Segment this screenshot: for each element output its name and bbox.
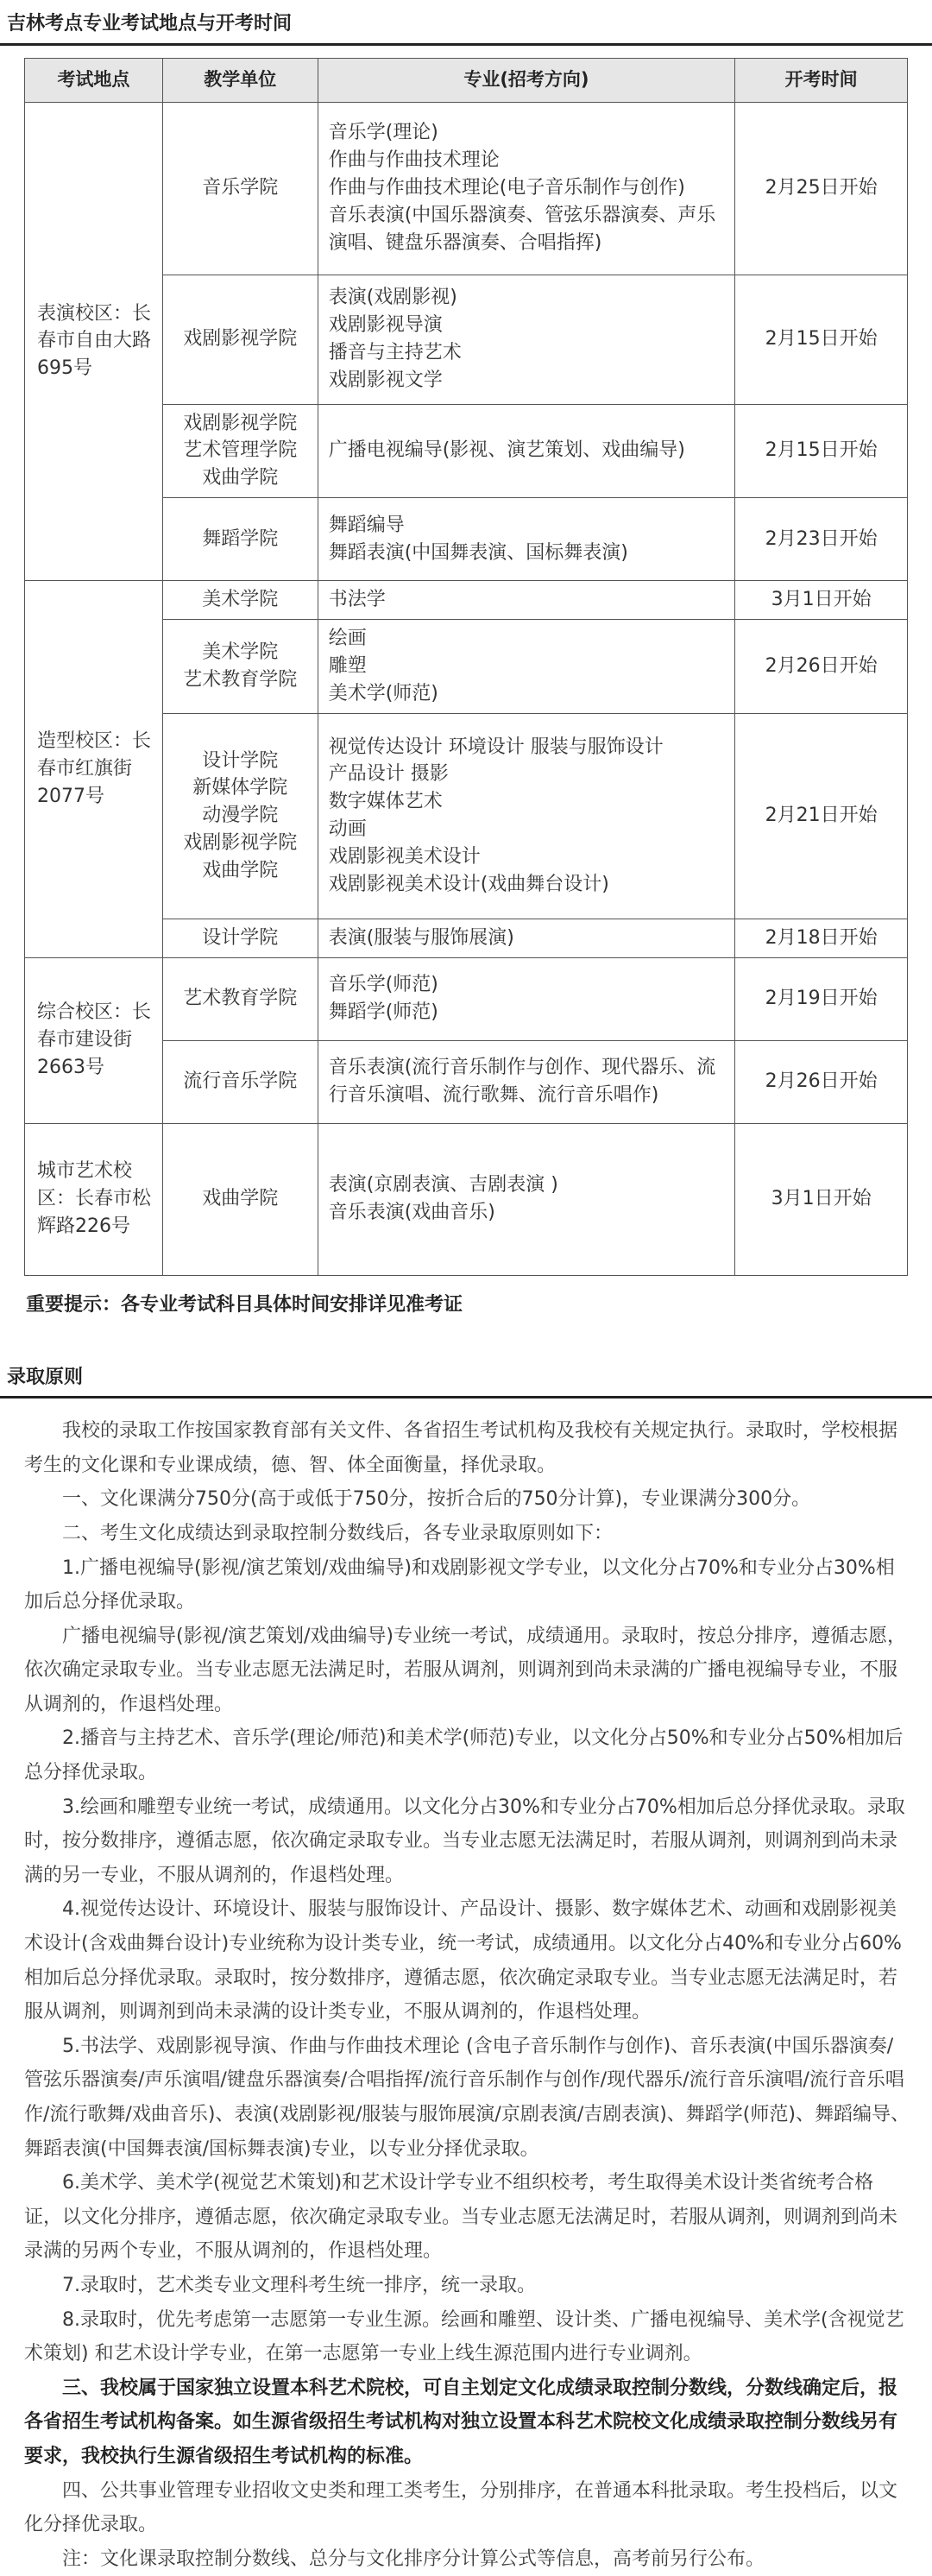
unit-cell <box>162 498 318 581</box>
unit-name: 戏曲学院 <box>202 1188 279 1210</box>
unit-name: 流行音乐学院 <box>183 1070 298 1093</box>
important-tip: 重要提示：各专业考试科目具体时间安排详见准考证 <box>26 1293 463 1316</box>
major-name: 动画 <box>328 818 367 841</box>
unit-name: 戏曲学院 <box>202 860 279 882</box>
unit-name: 艺术教育学院 <box>183 668 298 691</box>
major-cell <box>318 919 734 957</box>
admission-paragraph: 一、文化课满分750分(高于或低于750分，按折合后的750分计算)，专业课满分300分。 <box>62 1488 811 1511</box>
major-cell <box>318 1040 734 1123</box>
major-name: 表演(服装与服饰展演) <box>328 926 514 949</box>
admission-paragraph: 8.录取时，优先考虑第一志愿第一专业生源。绘画和雕塑、设计类、广播电视编导、美术学(含视觉艺术策划) 和艺术设计学专业，在第一志愿第一专业上线生源范围内进行专业调剂。 <box>24 2308 904 2365</box>
admission-title: 录取原则 <box>0 1357 932 1399</box>
major-name: 数字媒体艺术 <box>328 791 443 813</box>
admission-paragraph: 四、公共事业管理专业招收文史类和理工类考生，分别排序，在普通本科批录取。考生投档后，以文化分择优录取。 <box>24 2479 898 2536</box>
unit-name: 音乐学院 <box>202 177 279 199</box>
major-name: 音乐学(理论) <box>328 122 438 144</box>
start-time-cell: 2月23日开始 <box>735 498 908 581</box>
major-cell <box>318 620 734 714</box>
major-name: 表演(京剧表演、吉剧表演 ) <box>328 1174 558 1196</box>
unit-cell <box>162 1123 318 1275</box>
major-name: 舞蹈学(师范) <box>328 1001 438 1024</box>
major-name: 舞蹈编导 <box>328 514 405 536</box>
column-header-unit: 教学单位 <box>162 58 318 102</box>
major-name: 美术学(师范) <box>328 682 438 704</box>
major-name: 作曲与作曲技术理论 <box>328 149 500 172</box>
major-name: 雕塑 <box>328 654 367 677</box>
admission-body <box>0 1402 932 2576</box>
unit-cell <box>162 713 318 919</box>
admission-paragraph: 5.书法学、戏剧影视导演、作曲与作曲技术理论 (含电子音乐制作与创作)、音乐表演(中国乐器演奏/管弦乐器演奏/声乐演唱/键盘乐器演奏/合唱指挥/流行音乐制作与创作/现代器乐/流行音乐演唱/流行音乐唱作/流行歌舞/戏曲音乐)、表演(戏剧影视/服装与服饰展演/京剧表演/吉剧表演)、舞蹈学(师范)、舞蹈编导、舞蹈表演(中国舞表演/国标舞表演)专业，以专业分择优录取。 <box>24 2035 910 2160</box>
major-name: 书法学 <box>328 589 386 611</box>
admission-paragraph: 1.广播电视编导(影视/演艺策划/戏曲编导)和戏剧影视文学专业，以文化分占70%和专业分占30%相加后总分择优录取。 <box>24 1556 895 1613</box>
major-cell <box>318 404 734 498</box>
unit-cell <box>162 919 318 957</box>
table-row <box>25 1123 908 1275</box>
column-header-location: 考试地点 <box>25 58 163 102</box>
major-name: 戏剧影视文学 <box>328 369 443 391</box>
major-name: 舞蹈表演(中国舞表演、国标舞表演) <box>328 541 628 564</box>
start-time-cell: 2月19日开始 <box>735 957 908 1040</box>
major-cell <box>318 1123 734 1275</box>
start-time-cell: 3月1日开始 <box>735 1123 908 1275</box>
major-name: 戏剧影视美术设计 <box>328 846 481 868</box>
unit-cell <box>162 275 318 404</box>
exam-schedule-table <box>24 58 908 1276</box>
unit-name: 戏曲学院 <box>202 467 279 489</box>
start-time-cell: 2月26日开始 <box>735 620 908 714</box>
unit-cell <box>162 957 318 1040</box>
campus-cell: 城市艺术校区：长春市松辉路226号 <box>25 1123 163 1275</box>
column-header-time: 开考时间 <box>735 58 908 102</box>
start-time-cell: 2月15日开始 <box>735 275 908 404</box>
major-name: 广播电视编导(影视、演艺策划、戏曲编导) <box>328 439 685 462</box>
start-time-cell: 2月26日开始 <box>735 1040 908 1123</box>
table-row <box>25 581 908 620</box>
admission-paragraph: 7.录取时，艺术类专业文理科考生统一排序，统一录取。 <box>62 2274 536 2296</box>
major-name: 表演(戏剧影视) <box>328 287 457 309</box>
major-name: 音乐表演(流行音乐制作与创作、现代器乐、流行音乐演唱、流行歌舞、流行音乐唱作) <box>328 1057 716 1107</box>
admission-paragraph: 注：文化课录取控制分数线、总分与文化排序分计算公式等信息，高考前另行公布。 <box>62 2548 765 2570</box>
campus-cell: 表演校区：长春市自由大路695号 <box>25 102 163 581</box>
campus-cell: 造型校区：长春市红旗街2077号 <box>25 581 163 957</box>
unit-cell <box>162 404 318 498</box>
start-time-cell: 2月21日开始 <box>735 713 908 919</box>
major-name: 播音与主持艺术 <box>328 342 462 363</box>
major-name: 视觉传达设计 环境设计 服装与服饰设计 <box>328 736 664 758</box>
start-time-cell: 2月15日开始 <box>735 404 908 498</box>
table-row <box>25 957 908 1040</box>
unit-cell <box>162 102 318 275</box>
admission-paragraph: 3.绘画和雕塑专业统一考试，成绩通用。以文化分占30%和专业分占70%相加后总分择优录取。录取时，按分数排序，遵循志愿，依次确定录取专业。当专业志愿无法满足时，若服从调剂，则调剂到尚未录满的另一专业，不服从调剂的，作退档处理。 <box>24 1796 905 1886</box>
campus-cell: 综合校区：长春市建设街2663号 <box>25 957 163 1123</box>
admission-paragraph: 2.播音与主持艺术、音乐学(理论/师范)和美术学(师范)专业，以文化分占50%和专业分占50%相加后总分择优录取。 <box>24 1727 904 1784</box>
admission-paragraph: 三、我校属于国家独立设置本科艺术院校，可自主划定文化成绩录取控制分数线，分数线确定后，报各省招生考试机构备案。如生源省级招生考试机构对独立设置本科艺术院校文化成绩录取控制分数线另有要求，我校执行生源省级招生考试机构的标准。 <box>24 2377 898 2467</box>
major-name: 音乐学(师范) <box>328 974 438 996</box>
major-name: 戏剧影视导演 <box>328 314 443 337</box>
admission-paragraph: 我校的录取工作按国家教育部有关文件、各省招生考试机构及我校有关规定执行。录取时，学校根据考生的文化课和专业课成绩，德、智、体全面衡量，择优录取。 <box>24 1420 898 1476</box>
start-time-cell: 2月25日开始 <box>735 102 908 275</box>
major-cell <box>318 957 734 1040</box>
unit-name: 设计学院 <box>202 926 279 949</box>
major-cell <box>318 102 734 275</box>
start-time-cell: 3月1日开始 <box>735 581 908 620</box>
unit-name: 艺术教育学院 <box>183 988 298 1010</box>
unit-name: 戏剧影视学院 <box>183 328 298 350</box>
unit-cell <box>162 1040 318 1123</box>
major-name: 音乐表演(戏曲音乐) <box>328 1202 495 1224</box>
unit-name: 美术学院 <box>202 589 279 611</box>
major-cell <box>318 581 734 620</box>
major-name: 作曲与作曲技术理论(电子音乐制作与创作) <box>328 177 685 199</box>
unit-name: 设计学院 <box>202 749 279 772</box>
admission-paragraph: 广播电视编导(影视/演艺策划/戏曲编导)专业统一考试，成绩通用。录取时，按总分排序，遵循志愿，依次确定录取专业。当专业志愿无法满足时，若服从调剂，则调剂到尚未录满的广播电视编导专业，不服从调剂的，作退档处理。 <box>24 1625 906 1715</box>
page <box>0 3 932 2570</box>
admission-paragraph: 6.美术学、美术学(视觉艺术策划)和艺术设计学专业不组织校考，考生取得美术设计类省统考合格证，以文化分排序，遵循志愿，依次确定录取专业。当专业志愿无法满足时，若服从调剂，则调剂到尚未录满的另两个专业，不服从调剂的，作退档处理。 <box>24 2172 898 2263</box>
table-header-row <box>25 58 908 102</box>
major-cell <box>318 498 734 581</box>
major-name: 音乐表演(中国乐器演奏、管弦乐器演奏、声乐演唱、键盘乐器演奏、合唱指挥) <box>328 204 716 254</box>
major-name: 产品设计 摄影 <box>328 763 449 786</box>
unit-name: 动漫学院 <box>202 805 279 827</box>
unit-name: 舞蹈学院 <box>202 527 279 550</box>
admission-paragraph: 4.视觉传达设计、环境设计、服装与服饰设计、产品设计、摄影、数字媒体艺术、动画和戏剧影视美术设计(含戏曲舞台设计)专业统称为设计类专业，统一考试，成绩通用。以文化分占40%和专业分占60%相加后总分择优录取。录取时，按分数排序，遵循志愿，依次确定录取专业。当专业志愿无法满足时，若服从调剂，则调剂到尚未录满的设计类专业，不服从调剂的，作退档处理。 <box>24 1898 902 2024</box>
start-time-cell: 2月18日开始 <box>735 919 908 957</box>
table-row <box>25 102 908 275</box>
unit-cell <box>162 581 318 620</box>
column-header-major: 专业(招考方向) <box>318 58 734 102</box>
unit-name: 艺术管理学院 <box>183 439 298 462</box>
table-body <box>25 102 908 1275</box>
major-name: 绘画 <box>328 628 367 650</box>
unit-cell <box>162 620 318 714</box>
unit-name: 戏剧影视学院 <box>183 832 298 855</box>
major-cell <box>318 713 734 919</box>
unit-name: 美术学院 <box>202 641 279 663</box>
unit-name: 戏剧影视学院 <box>183 412 298 434</box>
major-name: 戏剧影视美术设计(戏曲舞台设计) <box>328 874 609 896</box>
page-title: 吉林考点专业考试地点与开考时间 <box>0 3 932 46</box>
major-cell <box>318 275 734 404</box>
admission-paragraph: 二、考生文化成绩达到录取控制分数线后，各专业录取原则如下： <box>62 1522 614 1544</box>
unit-name: 新媒体学院 <box>192 777 288 799</box>
